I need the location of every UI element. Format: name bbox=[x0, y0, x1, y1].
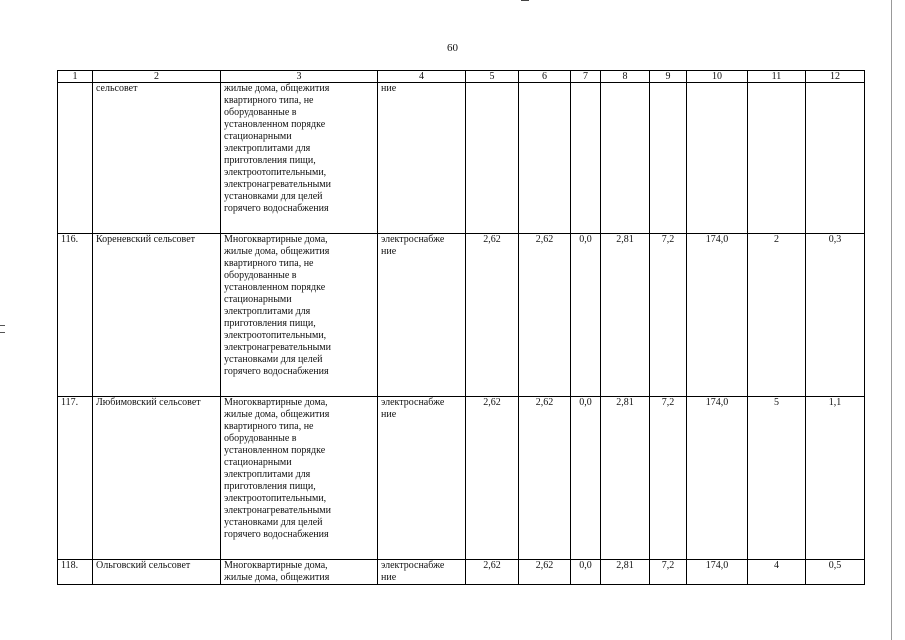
settlement-name: Любимовский сельсовет bbox=[93, 397, 221, 560]
scan-edge-line bbox=[891, 0, 892, 640]
column-header: 12 bbox=[806, 71, 865, 83]
value-cell: 1,1 bbox=[806, 397, 865, 560]
column-header: 11 bbox=[748, 71, 806, 83]
value-cell: 174,0 bbox=[687, 560, 748, 585]
column-header: 10 bbox=[687, 71, 748, 83]
consumer-category: жилые дома, общежития квартирного типа, не оборудованные в установленном порядке стационарными электроплитами для приготовления пищи, электроотопительными, электронагревательными установками для целей горячего водоснабжения bbox=[221, 83, 378, 234]
value-cell: 2,62 bbox=[519, 397, 571, 560]
utility-type: электроснабже ние bbox=[378, 560, 466, 585]
utility-type: электроснабже ние bbox=[378, 234, 466, 397]
settlement-name: сельсовет bbox=[93, 83, 221, 234]
value-cell bbox=[466, 83, 519, 234]
column-header: 3 bbox=[221, 71, 378, 83]
consumer-category: Многоквартирные дома, жилые дома, общежития квартирного типа, не оборудованные в установленном порядке стационарными электроплитами для приготовления пищи, электроотопительными, электронагревательными установками для целей горячего водоснабжения bbox=[221, 397, 378, 560]
value-cell: 2,62 bbox=[466, 234, 519, 397]
row-number: 118. bbox=[58, 560, 93, 585]
settlement-name: Ольговский сельсовет bbox=[93, 560, 221, 585]
value-cell bbox=[601, 83, 650, 234]
tariff-table bbox=[57, 70, 865, 585]
value-cell bbox=[687, 83, 748, 234]
consumer-category: Многоквартирные дома, жилые дома, общежития bbox=[221, 560, 378, 585]
column-header: 2 bbox=[93, 71, 221, 83]
page-number: 60 bbox=[447, 42, 458, 54]
value-cell: 2,81 bbox=[601, 234, 650, 397]
value-cell: 0,0 bbox=[571, 397, 601, 560]
consumer-category: Многоквартирные дома, жилые дома, общежития квартирного типа, не оборудованные в установленном порядке стационарными электроплитами для приготовления пищи, электроотопительными, электронагревательными установками для целей горячего водоснабжения bbox=[221, 234, 378, 397]
value-cell: 2,81 bbox=[601, 397, 650, 560]
table-row bbox=[58, 397, 865, 560]
value-cell: 2,62 bbox=[519, 560, 571, 585]
scan-mark-left bbox=[0, 325, 5, 326]
column-header: 1 bbox=[58, 71, 93, 83]
value-cell: 0,0 bbox=[571, 560, 601, 585]
table-header-row bbox=[58, 71, 865, 83]
value-cell bbox=[748, 83, 806, 234]
scan-mark-top bbox=[521, 0, 529, 1]
value-cell: 7,2 bbox=[650, 560, 687, 585]
value-cell bbox=[806, 83, 865, 234]
table-row bbox=[58, 234, 865, 397]
table-row bbox=[58, 83, 865, 234]
value-cell bbox=[650, 83, 687, 234]
row-number: 116. bbox=[58, 234, 93, 397]
settlement-name: Кореневский сельсовет bbox=[93, 234, 221, 397]
value-cell bbox=[519, 83, 571, 234]
value-cell: 0,0 bbox=[571, 234, 601, 397]
value-cell: 7,2 bbox=[650, 234, 687, 397]
value-cell: 5 bbox=[748, 397, 806, 560]
value-cell: 0,5 bbox=[806, 560, 865, 585]
value-cell: 2,62 bbox=[519, 234, 571, 397]
utility-type: электроснабже ние bbox=[378, 397, 466, 560]
column-header: 8 bbox=[601, 71, 650, 83]
table-row bbox=[58, 560, 865, 585]
value-cell: 4 bbox=[748, 560, 806, 585]
value-cell: 174,0 bbox=[687, 234, 748, 397]
value-cell: 174,0 bbox=[687, 397, 748, 560]
value-cell bbox=[571, 83, 601, 234]
value-cell: 2,62 bbox=[466, 397, 519, 560]
column-header: 5 bbox=[466, 71, 519, 83]
column-header: 9 bbox=[650, 71, 687, 83]
value-cell: 7,2 bbox=[650, 397, 687, 560]
row-number: 117. bbox=[58, 397, 93, 560]
scan-mark-left bbox=[0, 332, 5, 333]
column-header: 4 bbox=[378, 71, 466, 83]
column-header: 7 bbox=[571, 71, 601, 83]
column-header: 6 bbox=[519, 71, 571, 83]
row-number bbox=[58, 83, 93, 234]
value-cell: 2 bbox=[748, 234, 806, 397]
value-cell: 2,81 bbox=[601, 560, 650, 585]
value-cell: 0,3 bbox=[806, 234, 865, 397]
utility-type: ние bbox=[378, 83, 466, 234]
value-cell: 2,62 bbox=[466, 560, 519, 585]
